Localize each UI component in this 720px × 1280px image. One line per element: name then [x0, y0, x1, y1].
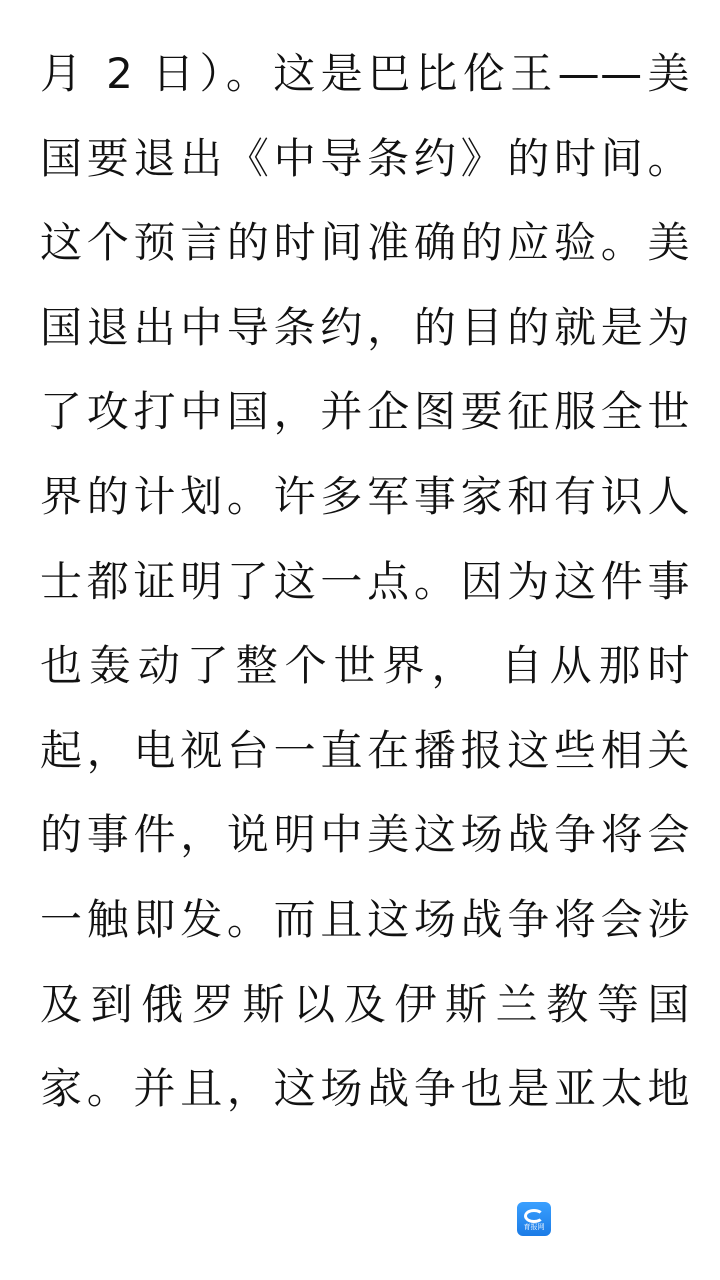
watermark-logo — [517, 1202, 551, 1236]
text-line: 一触即发。而且这场战争将会涉 — [40, 894, 690, 944]
text-line: 家。并且，这场战争也是亚太地 — [40, 1064, 690, 1114]
text-line: 了攻打中国，并企图要征服全世 — [40, 387, 690, 437]
text-line: 月 2 日）。这是巴比伦王——美 — [40, 49, 690, 98]
text-line: 这个预言的时间准确的应验。美 — [40, 218, 690, 268]
text-line: 也轰动了整个世界， 自从那时 — [40, 641, 690, 691]
text-line: 国要退出《中导条约》的时间。 — [40, 133, 690, 183]
text-line: 士都证明了这一点。因为这件事 — [40, 556, 690, 606]
text-line: 及到俄罗斯以及伊斯兰教等国 — [40, 979, 690, 1029]
text-line: 国退出中导条约，的目的就是为 — [40, 302, 690, 352]
app-logo-icon — [524, 1209, 544, 1223]
text-line: 的事件，说明中美这场战争将会 — [40, 810, 690, 860]
text-line: 起，电视台一直在播报这些相关 — [40, 725, 690, 775]
text-line: 界的计划。许多军事家和有识人 — [40, 471, 690, 521]
article-body — [40, 32, 690, 1132]
watermark-label: 育报网 — [523, 1222, 545, 1231]
